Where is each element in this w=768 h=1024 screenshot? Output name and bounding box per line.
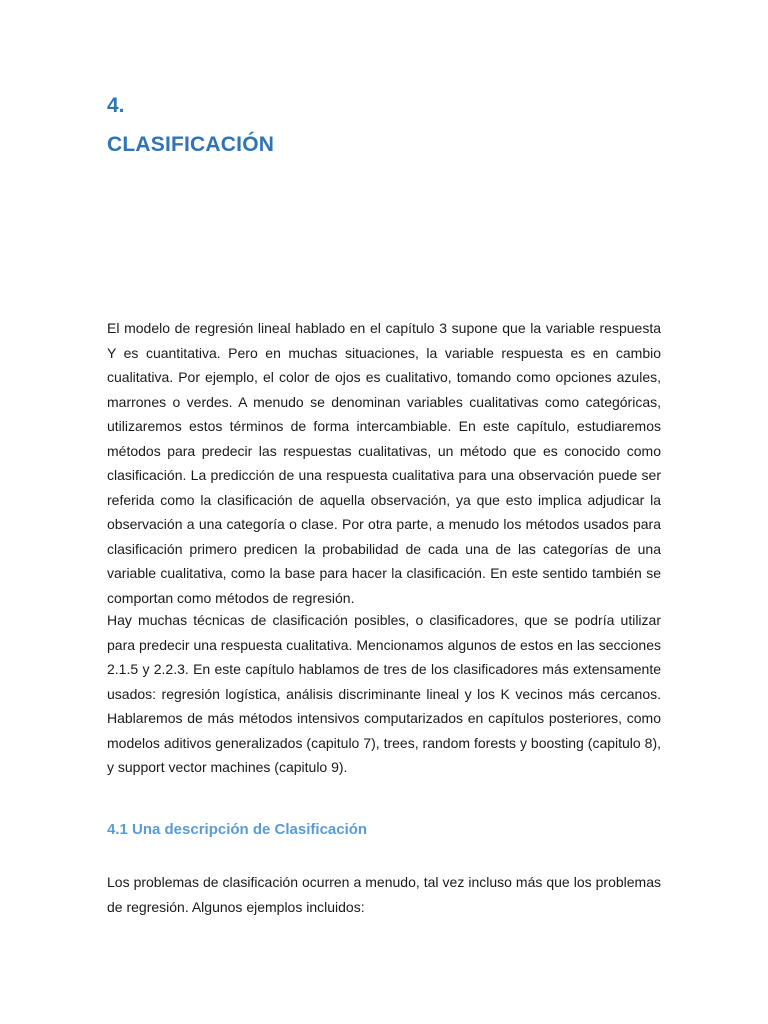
section-heading: 4.1 Una descripción de Clasificación: [107, 821, 368, 838]
classifiers-paragraph: Hay muchas técnicas de clasificación posibles, o clasificadores, que se podría utilizar para predecir una respuesta cualitativa. Mencionamos algunos de estos en las secciones 2.1.5 y 2.2.3. En este capítulo hablamos de tres de los clasificadores más extensamente usados: regresión logística, análisis discriminante lineal y los K vecinos más cercanos. Hablaremos de más métodos intensivos computarizados en capítulos posteriores, como modelos aditivos generalizados (capitulo 7), trees, random forests y boosting (capitulo 8), y support vector machines (capitulo 9).: [107, 612, 661, 775]
section-paragraph: Los problemas de clasificación ocurren a menudo, tal vez incluso más que los problemas de regresión. Algunos ejemplos incluidos:: [107, 874, 661, 915]
intro-paragraph: El modelo de regresión lineal hablado en el capítulo 3 supone que la variable respuesta Y es cuantitativa. Pero en muchas situaciones, la variable respuesta es en cambio cualitativa. Por ejemplo, el color de ojos es cualitativo, tomando como opciones azules, marrones o verdes. A menudo se denominan variables cualitativas como categóricas, utilizaremos estos términos de forma intercambiable. En este capítulo, estudiaremos métodos para predecir las respuestas cualitativas, un método que es conocido como clasificación. La predicción de una respuesta cualitativa para una observación puede ser referida como la clasificación de aquella observación, ya que esto implica adjudicar la observación a una categoría o clase. Por otra parte, a menudo los métodos usados para clasificación primero predicen la probabilidad de cada una de las categorías de una variable cualitativa, como la base para hacer la clasificación. En este sentido también se comportan como métodos de regresión.: [107, 320, 661, 606]
chapter-number: 4.: [107, 94, 125, 117]
chapter-title: CLASIFICACIÓN: [107, 133, 275, 156]
